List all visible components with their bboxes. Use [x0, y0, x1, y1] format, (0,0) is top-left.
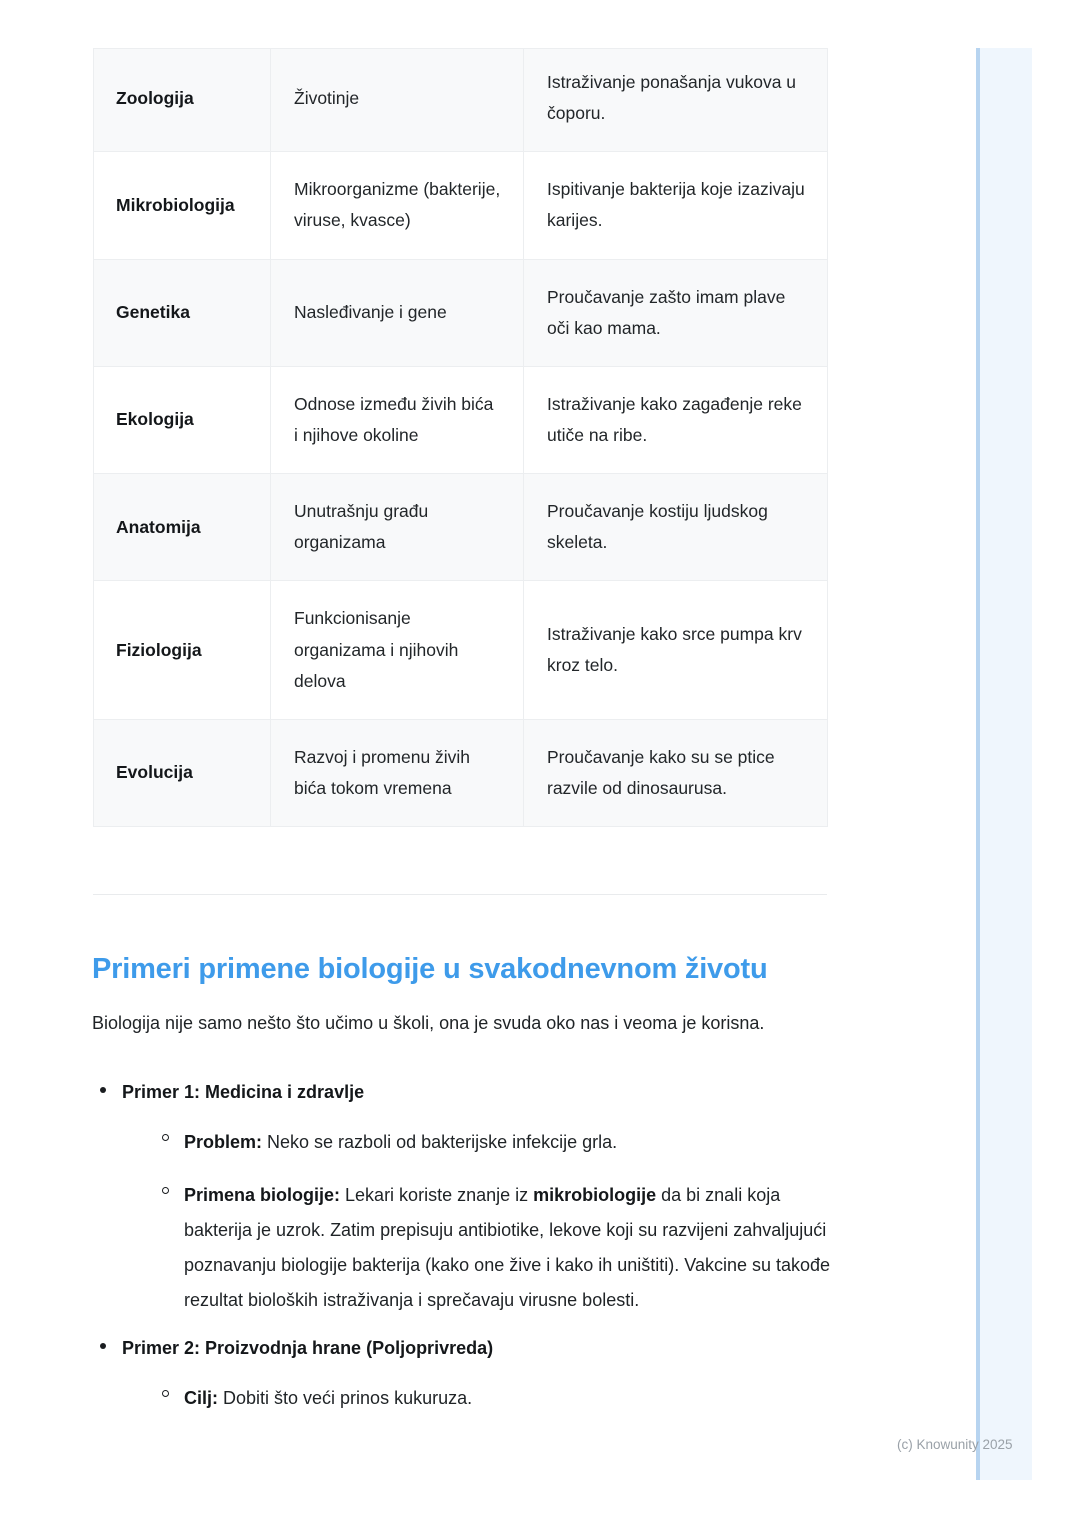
section-divider — [93, 894, 827, 895]
list-item — [92, 1334, 852, 1416]
disciplines-table-wrap — [93, 48, 827, 827]
table-cell-example: Istraživanje ponašanja vukova u čoporu. — [524, 49, 828, 152]
example-subitems — [122, 1125, 852, 1318]
table-cell-subject: Odnose između živih bića i njihove okoline — [271, 366, 524, 473]
table-cell-subject: Nasleđivanje i gene — [271, 259, 524, 366]
disciplines-table — [93, 48, 828, 827]
table-row — [94, 474, 828, 581]
list-item — [154, 1178, 852, 1318]
table-cell-subject: Unutrašnju građu organizama — [271, 474, 524, 581]
table-cell-term: Zoologija — [94, 49, 271, 152]
table-cell-term: Evolucija — [94, 719, 271, 826]
table-body — [94, 49, 828, 827]
example-subitems — [122, 1381, 852, 1416]
table-row — [94, 366, 828, 473]
subitem-text — [184, 1381, 852, 1416]
table-cell-subject: Funkcionisanje organizama i njihovih delova — [271, 581, 524, 719]
subitem-lead: Problem: — [184, 1131, 263, 1152]
table-row — [94, 719, 828, 826]
bullet-icon — [100, 1087, 106, 1093]
table-row — [94, 152, 828, 259]
hollow-bullet-icon — [162, 1390, 169, 1397]
right-side-panel — [976, 48, 1032, 1480]
example-title: Primer 1: Medicina i zdravlje — [122, 1082, 365, 1102]
examples-list — [92, 1078, 852, 1416]
examples-list-wrap — [92, 1078, 852, 1432]
table-cell-subject: Razvoj i promenu živih bića tokom vremena — [271, 719, 524, 826]
section-heading: Primeri primene biologije u svakodnevnom životu — [92, 953, 768, 986]
hollow-bullet-icon — [162, 1134, 169, 1141]
table-cell-example: Ispitivanje bakterija koje izazivaju karijes. — [524, 152, 828, 259]
list-item — [92, 1078, 852, 1318]
list-item — [154, 1381, 852, 1416]
table-cell-term: Mikrobiologija — [94, 152, 271, 259]
table-row — [94, 581, 828, 719]
table-row — [94, 259, 828, 366]
subitem-body: Neko se razboli od bakterijske infekcije grla. — [262, 1131, 618, 1152]
table-cell-example: Istraživanje kako srce pumpa krv kroz telo. — [524, 581, 828, 719]
table-cell-subject: Mikroorganizme (bakterije, viruse, kvasce) — [271, 152, 524, 259]
example-title: Primer 2: Proizvodnja hrane (Poljoprivreda) — [122, 1338, 494, 1359]
subitem-text — [184, 1178, 852, 1318]
subitem-emphasis: mikrobiologije — [533, 1184, 657, 1205]
subitem-text — [184, 1125, 852, 1160]
subitem-lead: Primena biologije: — [184, 1184, 341, 1205]
table-cell-term: Anatomija — [94, 474, 271, 581]
bullet-icon — [100, 1343, 106, 1349]
list-item — [154, 1125, 852, 1160]
table-cell-term: Genetika — [94, 259, 271, 366]
table-cell-example: Istraživanje kako zagađenje reke utiče na ribe. — [524, 366, 828, 473]
table-row — [94, 49, 828, 152]
subitem-body-part1: Lekari koriste znanje iz — [340, 1184, 534, 1205]
table-cell-example: Proučavanje kako su se ptice razvile od dinosaurusa. — [524, 719, 828, 826]
subitem-lead: Cilj: — [184, 1388, 218, 1409]
table-cell-term: Ekologija — [94, 366, 271, 473]
section-intro-paragraph: Biologija nije samo nešto što učimo u školi, ona je svuda oko nas i veoma je korisna. — [92, 1013, 765, 1033]
watermark: (c) Knowunity 2025 — [897, 1437, 1013, 1452]
subitem-body-part2: da bi znali koja bakterija je uzrok. Zatim prepisuju antibiotike, lekove koji su razvijeni zahvaljujući poznavanju biologije bakterija (kako one žive i kako ih uništiti). Vakcine su takođe rezultat bioloških istraživanja i sprečavaju virusne bolesti. — [184, 1184, 831, 1311]
table-cell-example: Proučavanje kostiju ljudskog skeleta. — [524, 474, 828, 581]
table-cell-term: Fiziologija — [94, 581, 271, 719]
hollow-bullet-icon — [162, 1187, 169, 1194]
table-cell-example: Proučavanje zašto imam plave oči kao mama. — [524, 259, 828, 366]
subitem-body: Dobiti što veći prinos kukuruza. — [218, 1388, 473, 1409]
table-cell-subject: Životinje — [271, 49, 524, 152]
